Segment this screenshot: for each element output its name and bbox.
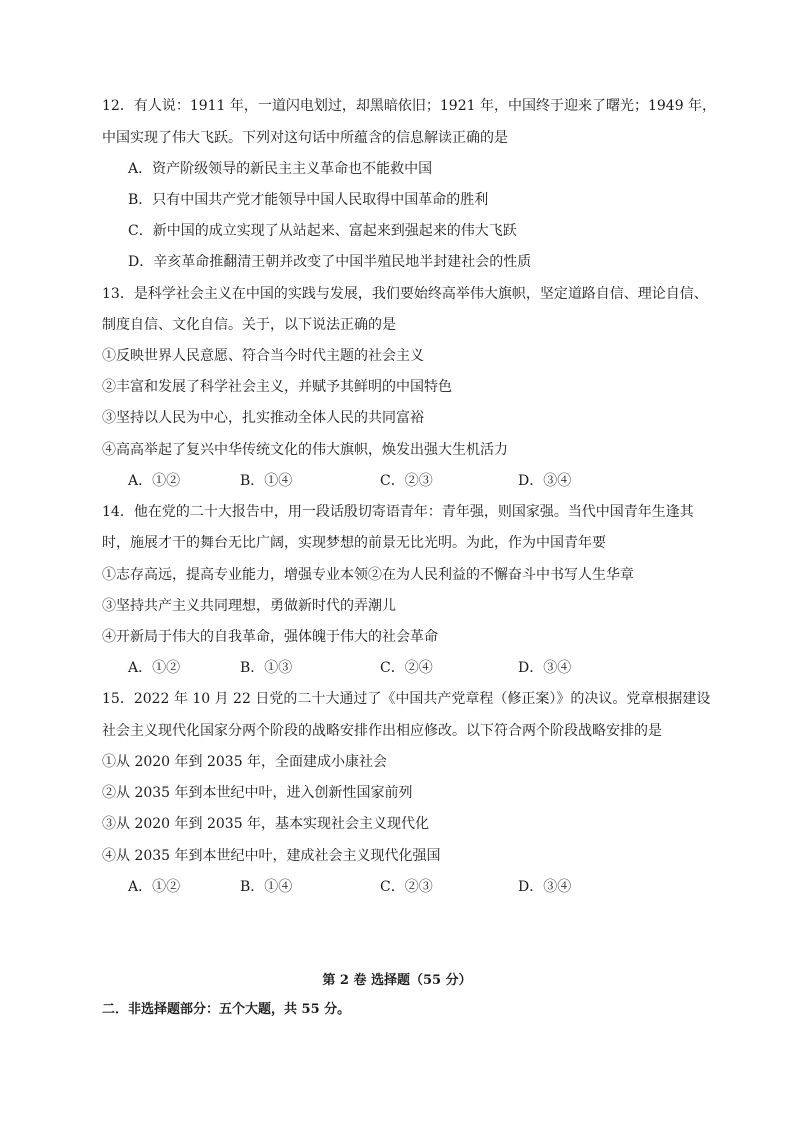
q15-item-2: ②从 2035 年到本世纪中叶，进入创新性国家前列 [102, 785, 413, 801]
q12-stem-line2: 中国实现了伟大飞跃。下列对这句话中所蕴含的信息解读正确的是 [102, 130, 508, 146]
q15-choice-b: B．①④ [240, 879, 293, 895]
q12-option-d: D．辛亥革命推翻清王朝并改变了中国半殖民地半封建社会的性质 [128, 254, 532, 270]
q14-item-3: ③坚持共产主义共同理想，勇做新时代的弄潮儿 [102, 598, 396, 614]
q13-item-2: ②丰富和发展了科学社会主义，并赋予其鲜明的中国特色 [102, 379, 452, 395]
q13-choice-c: C．②③ [380, 473, 433, 489]
q12-option-b: B．只有中国共产党才能领导中国人民取得中国革命的胜利 [128, 192, 489, 208]
q15-item-3: ③从 2020 年到 2035 年，基本实现社会主义现代化 [102, 816, 430, 832]
q13-stem-line1: 13．是科学社会主义在中国的实践与发展，我们要始终高举伟大旗帜，坚定道路自信、理论自信、 [102, 286, 708, 302]
q14-stem-line1: 14．他在党的二十大报告中，用一段话殷切寄语青年：青年强，则国家强。当代中国青年生逢其 [102, 504, 694, 520]
q13-choices [128, 471, 648, 491]
q14-choices [128, 658, 648, 678]
q14-choice-d: D．③④ [518, 660, 572, 676]
q14-choice-b: B．①③ [240, 660, 293, 676]
section-title: 第 2 卷 选择题（55 分） [322, 973, 472, 988]
q15-item-4: ④从 2035 年到本世纪中叶，建成社会主义现代化强国 [102, 848, 441, 864]
q13-choice-d: D．③④ [518, 473, 572, 489]
q14-item-4: ④开新局于伟大的自我革命，强体魄于伟大的社会革命 [102, 629, 438, 645]
q12-option-a: A．资产阶级领导的新民主主义革命也不能救中国 [128, 161, 433, 177]
q15-stem-line1: 15．2022 年 10 月 22 日党的二十大通过了《中国共产党章程（修正案）》的决议。党章根据建设 [102, 691, 711, 707]
q15-choice-c: C．②③ [380, 879, 433, 895]
section-heading: 二．非选择题部分：五个大题，共 55 分。 [102, 1002, 351, 1017]
q15-stem-line2: 社会主义现代化国家分两个阶段的战略安排作出相应修改。以下符合两个阶段战略安排的是 [102, 723, 662, 739]
q15-item-1: ①从 2020 年到 2035 年，全面建成小康社会 [102, 754, 388, 770]
q14-item-1-2: ①志存高远，提高专业能力，增强专业本领②在为人民利益的不懈奋斗中书写人生华章 [102, 567, 634, 583]
q13-item-1: ①反映世界人民意愿、符合当今时代主题的社会主义 [102, 348, 424, 364]
q12-stem-line1: 12．有人说：1911 年，一道闪电划过，却黑暗依旧；1921 年，中国终于迎来了曙光；1949 年， [102, 98, 717, 114]
q12-option-c: C．新中国的成立实现了从站起来、富起来到强起来的伟大飞跃 [128, 223, 517, 239]
q15-choice-d: D．③④ [518, 879, 572, 895]
q14-choice-c: C．②④ [380, 660, 433, 676]
q13-item-4: ④高高举起了复兴中华传统文化的伟大旗帜，焕发出强大生机活力 [102, 442, 508, 458]
q14-stem-line2: 时，施展才干的舞台无比广阔，实现梦想的前景无比光明。为此，作为中国青年要 [102, 535, 606, 551]
q15-choice-a: A．①② [128, 879, 181, 895]
q14-choice-a: A．①② [128, 660, 181, 676]
q13-choice-a: A．①② [128, 473, 181, 489]
q13-choice-b: B．①④ [240, 473, 293, 489]
q15-choices [128, 877, 648, 897]
q13-stem-line2: 制度自信、文化自信。关于，以下说法正确的是 [102, 317, 396, 333]
q13-item-3: ③坚持以人民为中心，扎实推动全体人民的共同富裕 [102, 410, 424, 426]
